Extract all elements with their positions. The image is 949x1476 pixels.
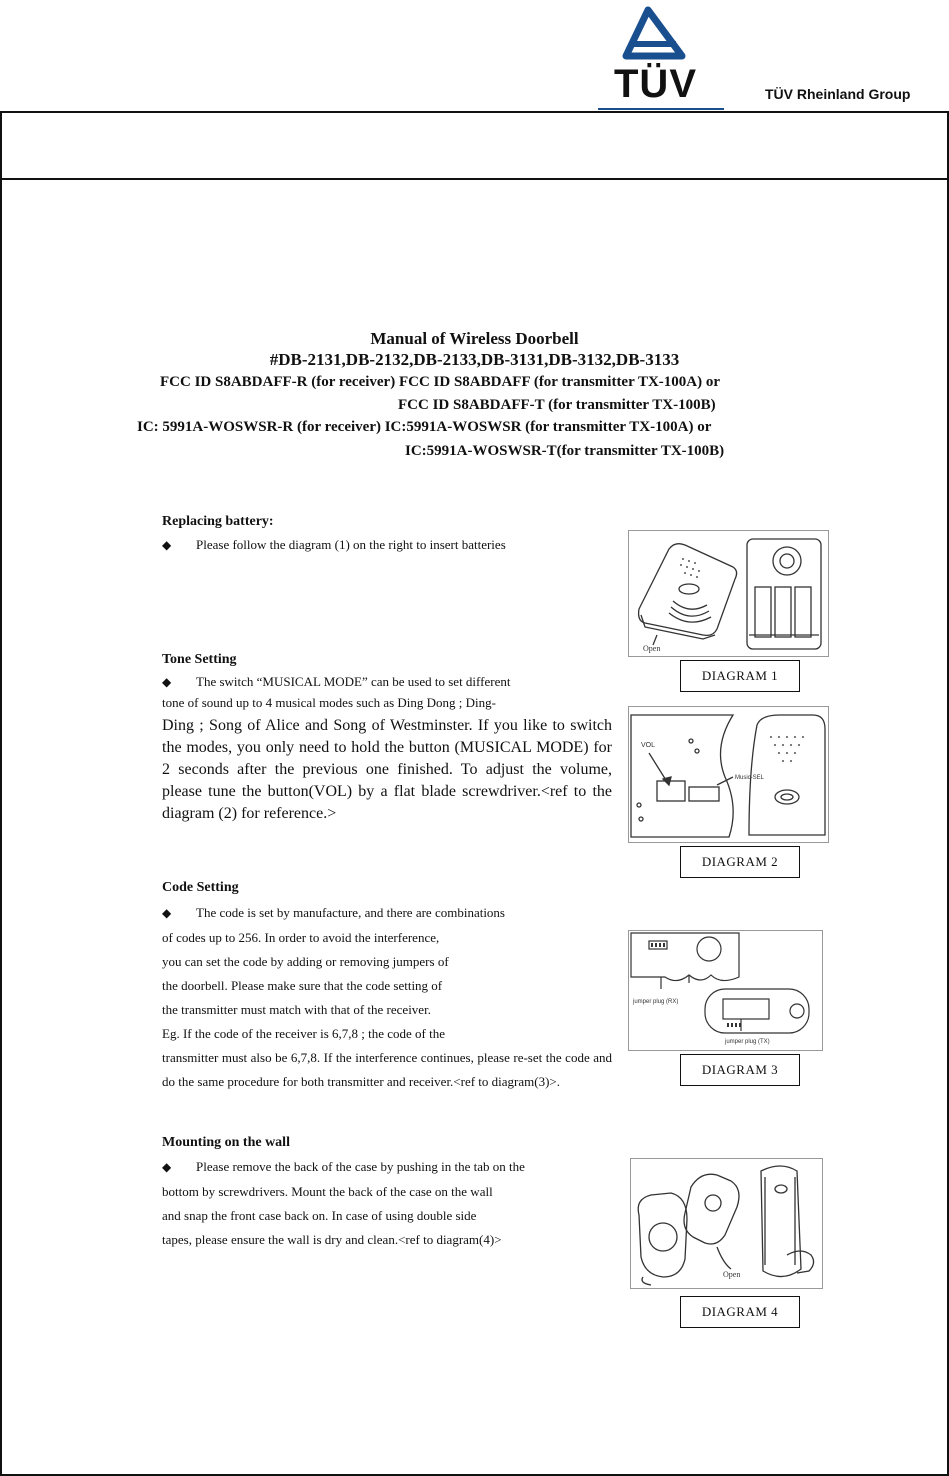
code-paragraph: transmitter must also be 6,7,8. If the interference continues, please re-set the code and do the same procedure for both transmitter and receiver.<ref to diagram(3)>.: [162, 1050, 612, 1089]
diagram-1-open-label: Open: [643, 644, 661, 653]
diagram-2-vol-label: VOL: [641, 742, 656, 749]
fcc-line-1: FCC ID S8ABDAFF-R (for receiver) FCC ID S8ABDAFF (for transmitter TX-100A) or: [160, 374, 721, 390]
diagram-3-image: [628, 930, 823, 1051]
diagram-1-image: [628, 530, 829, 657]
tone-heading: Tone Setting: [162, 652, 237, 667]
mounting-line-4: tapes, please ensure the wall is dry and clean.<ref to diagram(4)>: [162, 1232, 502, 1247]
ic-line-2: IC:5991A-WOSWSR-T(for transmitter TX-100B): [405, 443, 725, 459]
header-divider: [0, 178, 949, 180]
code-line-3: you can set the code by adding or removing jumpers of: [162, 954, 449, 969]
bullet-icon: ◆: [162, 538, 172, 552]
tuv-logo: [598, 4, 724, 112]
tone-line-2: tone of sound up to 4 musical modes such as Ding Dong ; Ding-: [162, 695, 496, 710]
mounting-line-1: ◆ Please remove the back of the case by pushing in the tab on the: [162, 1157, 525, 1177]
diagram-4-image: [630, 1158, 823, 1289]
code-line-6: Eg. If the code of the receiver is 6,7,8 ; the code of the: [162, 1026, 445, 1041]
logo-underline: [598, 108, 724, 110]
diagram-2-caption: DIAGRAM 2: [680, 846, 800, 878]
group-name: TÜV Rheinland Group: [765, 86, 911, 102]
battery-heading: Replacing battery:: [162, 514, 274, 529]
battery-text: ◆ Please follow the diagram (1) on the right to insert batteries: [162, 535, 506, 555]
code-heading: Code Setting: [162, 880, 239, 895]
diagram-3-caption: DIAGRAM 3: [680, 1054, 800, 1086]
doorbell-switch-illustration: [629, 707, 828, 842]
ic-line-1: IC: 5991A-WOSWSR-R (for receiver) IC:5991A-WOSWSR (for transmitter TX-100A) or: [137, 419, 712, 435]
diagram-3-rx-label: jumper plug (RX): [633, 999, 679, 1005]
mounting-line-3: and snap the front case back on. In case of using double side: [162, 1208, 477, 1223]
diagram-1-caption: DIAGRAM 1: [680, 660, 800, 692]
code-line-1: ◆ The code is set by manufacture, and there are combinations: [162, 903, 505, 923]
tuv-triangle-icon: [598, 4, 724, 68]
doorbell-battery-illustration: [629, 531, 828, 656]
bullet-icon: ◆: [162, 675, 172, 689]
diagram-2-music-label: Music-SEL: [735, 775, 765, 781]
mounting-heading: Mounting on the wall: [162, 1135, 290, 1150]
code-line-2: of codes up to 256. In order to avoid the interference,: [162, 930, 440, 945]
diagram-3-tx-label: jumper plug (TX): [725, 1039, 770, 1045]
doorbell-mounting-illustration: [631, 1159, 822, 1288]
diagram-2-image: [628, 706, 829, 843]
code-line-5: the transmitter must match with that of the receiver.: [162, 1002, 431, 1017]
code-line-4: the doorbell. Please make sure that the code setting of: [162, 978, 443, 993]
manual-title: Manual of Wireless Doorbell: [370, 329, 579, 348]
tone-paragraph: Ding ; Song of Alice and Song of Westminster. If you like to switch the modes, you only need to hold the button (MUSICAL MODE) for 2 seconds after the previous one finished. To adjust the volume, please tune the button(VOL) by a flat blade screwdriver.<ref to the diagram (2) for reference.>: [162, 717, 612, 822]
diagram-4-caption: DIAGRAM 4: [680, 1296, 800, 1328]
diagram-4-open-label: Open: [723, 1270, 741, 1279]
bullet-icon: ◆: [162, 906, 172, 920]
logo-wordmark: TÜV: [614, 62, 697, 106]
bullet-icon: ◆: [162, 1160, 172, 1174]
manual-models: #DB-2131,DB-2132,DB-2133,DB-3131,DB-3132,DB-3133: [269, 350, 680, 369]
mounting-line-2: bottom by screwdrivers. Mount the back of the case on the wall: [162, 1184, 493, 1199]
fcc-line-2: FCC ID S8ABDAFF-T (for transmitter TX-100B): [398, 397, 716, 413]
doorbell-jumper-illustration: [629, 931, 822, 1050]
tone-line-1: ◆ The switch “MUSICAL MODE” can be used to set different: [162, 672, 510, 692]
